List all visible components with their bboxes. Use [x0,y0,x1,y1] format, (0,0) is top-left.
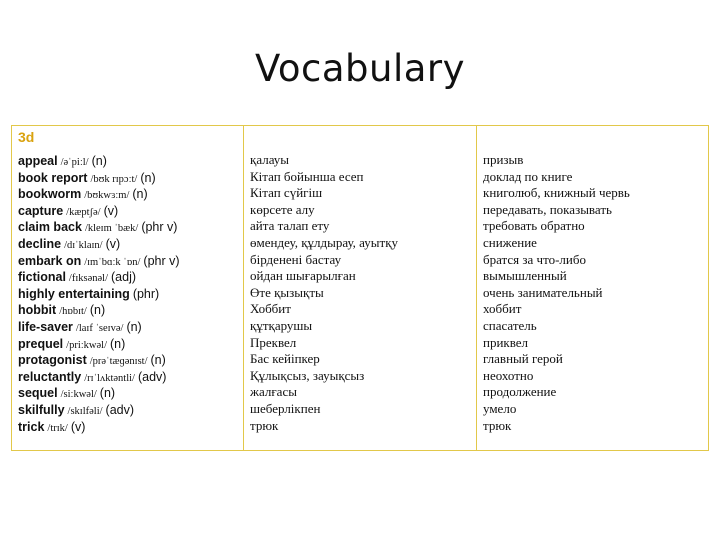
vocab-entry-russian: вымышленный [483,268,567,284]
vocab-part-of-speech: (n) [132,187,148,202]
vocab-word: trick [18,419,45,434]
vocab-entry-kazakh: қалауы [250,152,290,167]
english-column [12,126,244,450]
vocab-entry-kazakh: Кітап бойынша есеп [250,168,364,184]
vocab-word: highly entertaining [18,286,130,301]
vocab-word: bookworm [18,187,82,202]
vocab-entry-russian: неохотно [483,367,534,383]
vocab-pronunciation: /kleɪm ˈbæk/ [84,223,139,235]
vocab-entry-russian: очень занимательный [483,284,603,300]
vocab-entry-russian: требовать обратно [483,218,585,234]
vocab-pronunciation: /siːkwəl/ [60,389,97,401]
vocab-pronunciation: /laɪf ˈseɪvə/ [75,322,124,334]
kazakh-rows [250,152,474,434]
vocab-entry-kazakh: шеберлікпен [250,400,321,416]
russian-column [477,126,708,450]
vocab-entry-english [18,301,241,318]
vocab-pronunciation: /trɪk/ [47,422,68,434]
vocab-part-of-speech: (v) [105,236,121,251]
vocab-entry-russian: приквел [483,334,529,350]
section-label: 3d [18,129,35,145]
vocab-pronunciation: /prəˈtæɡənɪst/ [89,356,148,368]
vocab-entry-english [18,368,241,385]
vocab-entry-kazakh: Өте қызықты [250,284,324,300]
vocab-word: protagonist [18,353,87,368]
vocab-part-of-speech: (n) [140,170,156,185]
vocab-entry-kazakh: жалғасы [250,384,297,400]
english-rows [18,152,241,434]
vocab-entry-english [18,351,241,368]
vocab-entry-kazakh: Хоббит [250,301,291,317]
vocab-entry-english [18,152,241,169]
vocab-word: sequel [18,386,58,401]
vocab-word: capture [18,203,64,218]
vocab-entry-kazakh: өмендеу, құлдырау, ауытқу [250,234,399,250]
vocab-entry-english [18,384,241,401]
vocab-pronunciation: /kæptʃə/ [66,206,101,218]
vocab-word: prequel [18,336,64,351]
vocab-entry-kazakh: трюк [250,417,279,433]
vocab-entry-english [18,218,241,235]
vocab-pronunciation: /bʊk rɪpɔːt/ [90,173,138,185]
vocab-part-of-speech: (n) [150,353,166,368]
kazakh-column [244,126,477,450]
vocab-part-of-speech: (phr v) [143,253,180,268]
vocab-entry-russian: братся за что-либо [483,251,586,267]
vocab-entry-russian: хоббит [483,301,522,317]
vocab-pronunciation: /fɪksənəl/ [68,273,108,285]
vocab-word: decline [18,236,62,251]
vocab-entry-english [18,202,241,219]
vocab-entry-kazakh: Кітап сүйгіш [250,185,323,201]
vocab-pronunciation: /skɪlfəli/ [67,405,103,417]
vocab-entry-russian: передавать, показывать [483,201,612,217]
vocab-entry-english [18,335,241,352]
vocab-entry-english [18,318,241,335]
vocab-part-of-speech: (n) [89,303,106,318]
vocab-word: appeal [18,154,58,168]
vocab-part-of-speech: (adv) [105,402,135,417]
vocab-part-of-speech: (n) [99,386,116,401]
vocab-entry-kazakh: Құлықсыз, зауықсыз [250,367,365,383]
vocab-entry-english [18,235,241,252]
vocab-entry-kazakh: Преквел [250,334,297,350]
vocab-word: hobbit [18,303,57,318]
vocab-entry-russian: умело [483,400,517,416]
vocabulary-table [11,125,709,451]
vocab-word: life-saver [18,319,73,334]
vocab-entry-english [18,401,241,418]
vocab-word: skilfully [18,402,65,417]
vocab-part-of-speech: (phr v) [141,220,178,235]
vocab-pronunciation: /rɪˈlʌktəntli/ [84,372,135,384]
vocab-entry-russian: трюк [483,417,512,433]
vocab-part-of-speech: (phr) [132,286,160,301]
vocab-entry-russian: спасатель [483,317,537,333]
vocab-entry-russian: главный герой [483,351,563,367]
vocab-entry-russian: доклад по книге [483,168,573,184]
vocab-entry-kazakh: көрсете алу [250,201,315,217]
vocab-entry-russian: снижение [483,234,537,250]
vocab-entry-russian: продолжение [483,384,557,400]
vocab-pronunciation: /dɪˈklaɪn/ [64,239,103,251]
vocab-pronunciation: /hɒbɪt/ [59,306,87,318]
vocab-pronunciation: /ɪmˈbɑːk ˈɒn/ [84,256,141,268]
vocab-entry-kazakh: Бас кейіпкер [250,351,320,367]
vocab-word: embark on [18,253,82,268]
vocab-part-of-speech: (n) [91,154,107,168]
vocab-word: reluctantly [18,369,82,384]
vocab-entry-english [18,185,241,202]
vocab-pronunciation: /bʊkwɜːm/ [84,190,130,202]
vocab-word: fictional [18,270,66,285]
vocab-part-of-speech: (v) [103,203,119,218]
vocab-entry-english [18,268,241,285]
vocab-pronunciation: /əˈpiːl/ [60,157,89,168]
vocab-entry-english [18,285,241,302]
vocab-part-of-speech: (n) [109,336,126,351]
vocab-entry-kazakh: құтқарушы [250,317,313,333]
vocab-entry-english [18,252,241,269]
vocab-entry-english [18,169,241,186]
vocab-part-of-speech: (v) [70,419,86,434]
russian-rows [483,152,706,434]
vocab-entry-kazakh: ойдан шығарылған [250,268,356,284]
vocab-word: claim back [18,220,82,235]
slide-title: Vocabulary [254,47,466,90]
vocab-word: book report [18,170,88,185]
vocab-entry-kazakh: айта талап ету [250,218,330,234]
vocab-entry-russian: призыв [483,152,524,167]
vocab-entry-english [18,418,241,435]
vocab-part-of-speech: (n) [126,319,142,334]
vocab-part-of-speech: (adj) [111,270,137,285]
vocab-part-of-speech: (adv) [137,369,167,384]
vocab-entry-russian: книголюб, книжный червь [483,185,630,201]
vocab-pronunciation: /priːkwəl/ [66,339,107,351]
vocab-entry-kazakh: бірдененi бастау [250,251,342,267]
